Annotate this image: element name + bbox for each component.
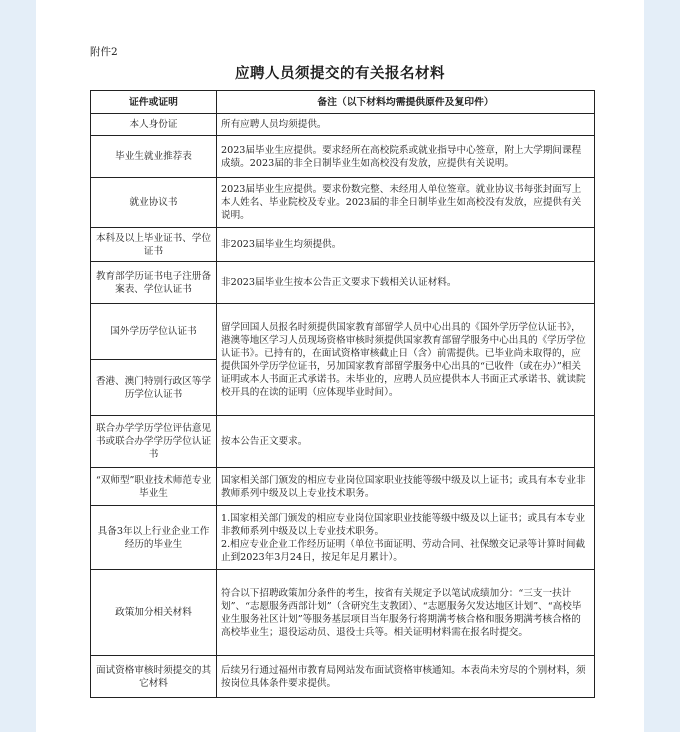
materials-table (90, 90, 595, 698)
row-note: 符合以下招聘政策加分条件的考生，按省有关规定予以笔试成绩加分：“三支一扶计划”、“志愿服务西部计划”（含研究生支教团）、“志愿服务欠发达地区计划”、“高校毕业生服务社区计划”等服务基层项目当年服务行将期满考核合格和服务期满考核合格的高校毕业生；退役运动员、退役士兵等。相关证明材料需在报名时提交。 (217, 570, 595, 656)
table-row (91, 570, 595, 656)
document-page (36, 0, 644, 732)
row-note: 非2023届毕业生按本公告正文要求下载相关认证材料。 (217, 262, 595, 304)
row-note: 留学回国人员报名时须提供国家教育部留学人员中心出具的《国外学历学位认证书》，港澳等地区学习人员现场资格审核时须提供国家教育部留学服务中心出具的《学历学位认证书》。已持有的，在面试资格审核截止日（含）前需提供。已毕业尚未取得的，应提供国外学历学位证书，另加国家教育部留学服务中心出具的“已收件（或在办）”相关证明或本人书面正式承诺书。未毕业的，应聘人员应提供本人书面正式承诺书、就读院校开具的在读的证明（应体现毕业时间）。 (217, 304, 595, 416)
row-item: 面试资格审核时须提交的其它材料 (91, 656, 217, 698)
row-note: 所有应聘人员均须提供。 (217, 114, 595, 136)
row-item: 香港、澳门特别行政区等学历学位认证书 (91, 360, 217, 416)
row-item: 毕业生就业推荐表 (91, 136, 217, 178)
table-row (91, 178, 595, 228)
row-note: 2023届毕业生应提供。要求经所在高校院系或就业指导中心签章，附上大学期间课程成绩。2023届的非全日制毕业生如高校没有发放，应提供有关说明。 (217, 136, 595, 178)
header-note: 备注（以下材料均需提供原件及复印件） (217, 91, 595, 114)
row-note: 非2023届毕业生均须提供。 (217, 228, 595, 262)
row-note: 后续另行通过福州市教育局网站发布面试资格审核通知。本表尚未穷尽的个别材料，须按岗位具体条件要求提供。 (217, 656, 595, 698)
row-note (217, 506, 595, 570)
row-note: 国家相关部门颁发的相应专业岗位国家职业技能等级中级及以上证书；或具有本专业非教师系列中级及以上专业技术职务。 (217, 468, 595, 506)
row-note: 2023届毕业生应提供。要求份数完整、未经用人单位签章。就业协议书每张封面写上本人姓名、毕业院校及专业。2023届的非全日制毕业生如高校没有发放，应提供有关说明。 (217, 178, 595, 228)
row-item: 联合办学学历学位评估意见书或联合办学学历学位认证书 (91, 416, 217, 468)
table-header-row (91, 91, 595, 114)
table-row (91, 228, 595, 262)
document-title: 应聘人员须提交的有关报名材料 (235, 65, 445, 82)
row-item: 具备3年以上行业企业工作经历的毕业生 (91, 506, 217, 570)
table-row (91, 468, 595, 506)
attachment-label: 附件2 (90, 46, 118, 58)
row-item: 本人身份证 (91, 114, 217, 136)
note-line: 1.国家相关部门颁发的相应专业岗位国家职业技能等级中级及以上证书；或具有本专业非教师系列中级及以上专业技术职务。 (221, 512, 586, 537)
row-note: 按本公告正文要求。 (217, 416, 595, 468)
table-row (91, 262, 595, 304)
table-row (91, 304, 595, 360)
table-row (91, 136, 595, 178)
row-item: 本科及以上毕业证书、学位证书 (91, 228, 217, 262)
table-row (91, 656, 595, 698)
table-row (91, 416, 595, 468)
table-row (91, 114, 595, 136)
header-item: 证件或证明 (91, 91, 217, 114)
row-item: 教育部学历证书电子注册备案表、学位认证书 (91, 262, 217, 304)
row-item: 国外学历学位认证书 (91, 304, 217, 360)
table-row (91, 506, 595, 570)
note-line: 2.相应专业企业工作经历证明（单位书面证明、劳动合同、社保缴交记录等计算时间截止到2023年3月24日，按足年足月累计）。 (221, 538, 586, 563)
row-item: “双师型”职业技术师范专业毕业生 (91, 468, 217, 506)
row-item: 就业协议书 (91, 178, 217, 228)
row-item: 政策加分相关材料 (91, 570, 217, 656)
